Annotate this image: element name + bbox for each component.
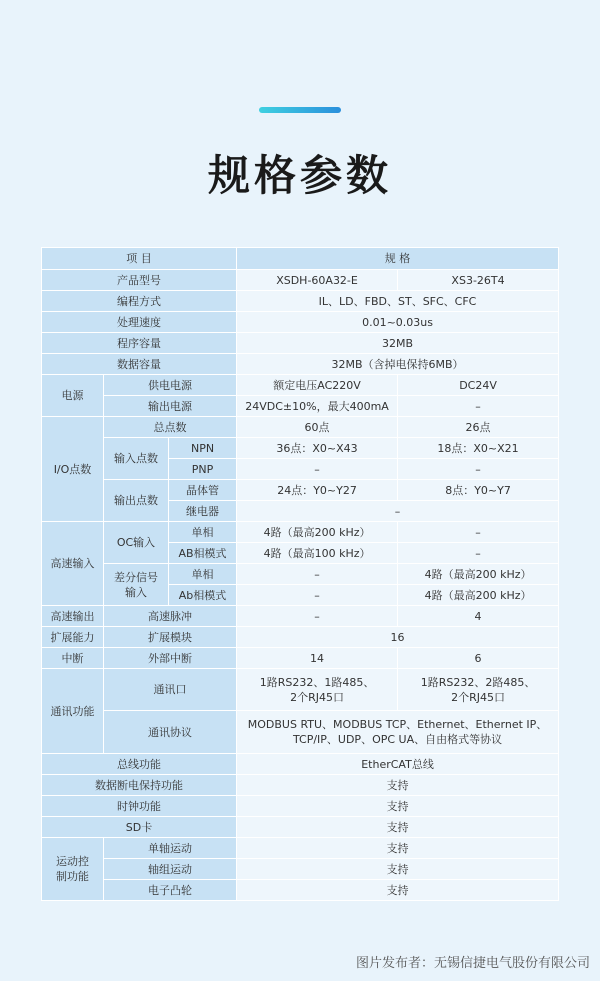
cell-value: EtherCAT总线 bbox=[237, 754, 559, 775]
row-label: 扩展模块 bbox=[104, 627, 237, 648]
spec-table bbox=[41, 247, 559, 901]
table-row bbox=[42, 564, 559, 585]
table-row bbox=[42, 859, 559, 880]
table-row bbox=[42, 312, 559, 333]
table-row bbox=[42, 711, 559, 754]
cell-value: – bbox=[237, 459, 398, 480]
row-label: 供电电源 bbox=[104, 375, 237, 396]
table-row bbox=[42, 775, 559, 796]
table-row bbox=[42, 669, 559, 711]
group-label: 高速输出 bbox=[42, 606, 104, 627]
cell-value: 支持 bbox=[237, 796, 559, 817]
group-label: I/O点数 bbox=[42, 417, 104, 522]
row-label: 通讯口 bbox=[104, 669, 237, 711]
table-row bbox=[42, 606, 559, 627]
page-title: 规格参数 bbox=[207, 151, 392, 200]
cell-value: – bbox=[398, 543, 559, 564]
row-label: 输出电源 bbox=[104, 396, 237, 417]
row-label: NPN bbox=[169, 438, 237, 459]
row-label: 总点数 bbox=[104, 417, 237, 438]
cell-value: – bbox=[398, 459, 559, 480]
table-row bbox=[42, 880, 559, 901]
row-label: 外部中断 bbox=[104, 648, 237, 669]
group-label: 电源 bbox=[42, 375, 104, 417]
table-row bbox=[42, 817, 559, 838]
row-label: 编程方式 bbox=[42, 291, 237, 312]
table-row bbox=[42, 522, 559, 543]
table-row bbox=[42, 333, 559, 354]
row-label: 单相 bbox=[169, 564, 237, 585]
cell-value: 4路（最高200 kHz） bbox=[398, 585, 559, 606]
subgroup-label bbox=[104, 564, 169, 606]
row-label: PNP bbox=[169, 459, 237, 480]
publisher-credit: 图片发布者：无锡信捷电气股份有限公司 bbox=[355, 956, 590, 971]
cell-value: – bbox=[398, 522, 559, 543]
cell-value: 18点：X0~X21 bbox=[398, 438, 559, 459]
header-item: 项 目 bbox=[42, 248, 237, 270]
cell-value: 支持 bbox=[237, 859, 559, 880]
group-label: 高速输入 bbox=[42, 522, 104, 606]
cell-value: 36点：X0~X43 bbox=[237, 438, 398, 459]
group-label: 中断 bbox=[42, 648, 104, 669]
row-label: 晶体管 bbox=[169, 480, 237, 501]
cell-value: 支持 bbox=[237, 880, 559, 901]
cell-value bbox=[237, 669, 398, 711]
row-label: 处理速度 bbox=[42, 312, 237, 333]
cell-value: 4 bbox=[398, 606, 559, 627]
subgroup-label: 输入点数 bbox=[104, 438, 169, 480]
subgroup-label: 输出点数 bbox=[104, 480, 169, 522]
table-row bbox=[42, 417, 559, 438]
row-label: 数据容量 bbox=[42, 354, 237, 375]
cell-value: 0.01~0.03us bbox=[237, 312, 559, 333]
group-label: 扩展能力 bbox=[42, 627, 104, 648]
table-row bbox=[42, 754, 559, 775]
row-label: 程序容量 bbox=[42, 333, 237, 354]
cell-line: TCP/IP、UDP、OPC UA、自由格式等协议 bbox=[292, 733, 503, 746]
table-row bbox=[42, 438, 559, 459]
table-row bbox=[42, 838, 559, 859]
cell-value: – bbox=[237, 501, 559, 522]
cell-value: DC24V bbox=[398, 375, 559, 396]
cell-value: 24VDC±10%，最大400mA bbox=[237, 396, 398, 417]
row-label: 总线功能 bbox=[42, 754, 237, 775]
cell-value: – bbox=[398, 396, 559, 417]
row-label: 继电器 bbox=[169, 501, 237, 522]
title-accent-bar bbox=[259, 107, 341, 113]
cell-line: 2个RJ45口 bbox=[451, 690, 505, 704]
row-label: 高速脉冲 bbox=[104, 606, 237, 627]
table-row bbox=[42, 270, 559, 291]
cell-value: 24点：Y0~Y27 bbox=[237, 480, 398, 501]
cell-value bbox=[237, 711, 559, 754]
table-row bbox=[42, 396, 559, 417]
cell-value: 4路（最高100 kHz） bbox=[237, 543, 398, 564]
cell-value: 支持 bbox=[237, 838, 559, 859]
cell-value: – bbox=[237, 585, 398, 606]
table-row bbox=[42, 291, 559, 312]
cell-value: 8点：Y0~Y7 bbox=[398, 480, 559, 501]
table-row bbox=[42, 796, 559, 817]
cell-line: 1路RS232、1路485、 bbox=[259, 675, 375, 689]
cell-value: 26点 bbox=[398, 417, 559, 438]
group-label-line: 制功能 bbox=[56, 870, 89, 883]
row-label: 通讯协议 bbox=[104, 711, 237, 754]
cell-value: XSDH-60A32-E bbox=[237, 270, 398, 291]
cell-value: 4路（最高200 kHz） bbox=[398, 564, 559, 585]
row-label: 单轴运动 bbox=[104, 838, 237, 859]
subgroup-label-line: 差分信号 bbox=[114, 570, 158, 584]
row-label: 时钟功能 bbox=[42, 796, 237, 817]
cell-line: 2个RJ45口 bbox=[290, 690, 344, 704]
cell-value: 额定电压AC220V bbox=[237, 375, 398, 396]
cell-value: – bbox=[237, 564, 398, 585]
row-label: Ab相模式 bbox=[169, 585, 237, 606]
cell-value: 支持 bbox=[237, 817, 559, 838]
cell-value: 4路（最高200 kHz） bbox=[237, 522, 398, 543]
table-header-row bbox=[42, 248, 559, 270]
group-label bbox=[42, 838, 104, 901]
row-label: 单相 bbox=[169, 522, 237, 543]
cell-value: IL、LD、FBD、ST、SFC、CFC bbox=[237, 291, 559, 312]
cell-value: 32MB（含掉电保持6MB） bbox=[237, 354, 559, 375]
table-row bbox=[42, 648, 559, 669]
cell-value: XS3-26T4 bbox=[398, 270, 559, 291]
group-label: 通讯功能 bbox=[42, 669, 104, 754]
cell-value: 16 bbox=[237, 627, 559, 648]
table-row bbox=[42, 627, 559, 648]
subgroup-label: OC输入 bbox=[104, 522, 169, 564]
cell-value: 14 bbox=[237, 648, 398, 669]
table-row bbox=[42, 480, 559, 501]
cell-value: 60点 bbox=[237, 417, 398, 438]
subgroup-label-line: 输入 bbox=[125, 585, 147, 599]
row-label: AB相模式 bbox=[169, 543, 237, 564]
header-spec: 规 格 bbox=[237, 248, 559, 270]
cell-value bbox=[398, 669, 559, 711]
cell-value: 32MB bbox=[237, 333, 559, 354]
table-row bbox=[42, 375, 559, 396]
cell-value: – bbox=[237, 606, 398, 627]
cell-line: MODBUS RTU、MODBUS TCP、Ethernet、Ethernet IP、 bbox=[247, 718, 548, 731]
row-label: 数据断电保持功能 bbox=[42, 775, 237, 796]
cell-value: 6 bbox=[398, 648, 559, 669]
cell-line: 1路RS232、2路485、 bbox=[420, 675, 536, 689]
table-row bbox=[42, 354, 559, 375]
row-label: SD卡 bbox=[42, 817, 237, 838]
row-label: 电子凸轮 bbox=[104, 880, 237, 901]
row-label: 产品型号 bbox=[42, 270, 237, 291]
group-label-line: 运动控 bbox=[56, 855, 89, 868]
cell-value: 支持 bbox=[237, 775, 559, 796]
row-label: 轴组运动 bbox=[104, 859, 237, 880]
